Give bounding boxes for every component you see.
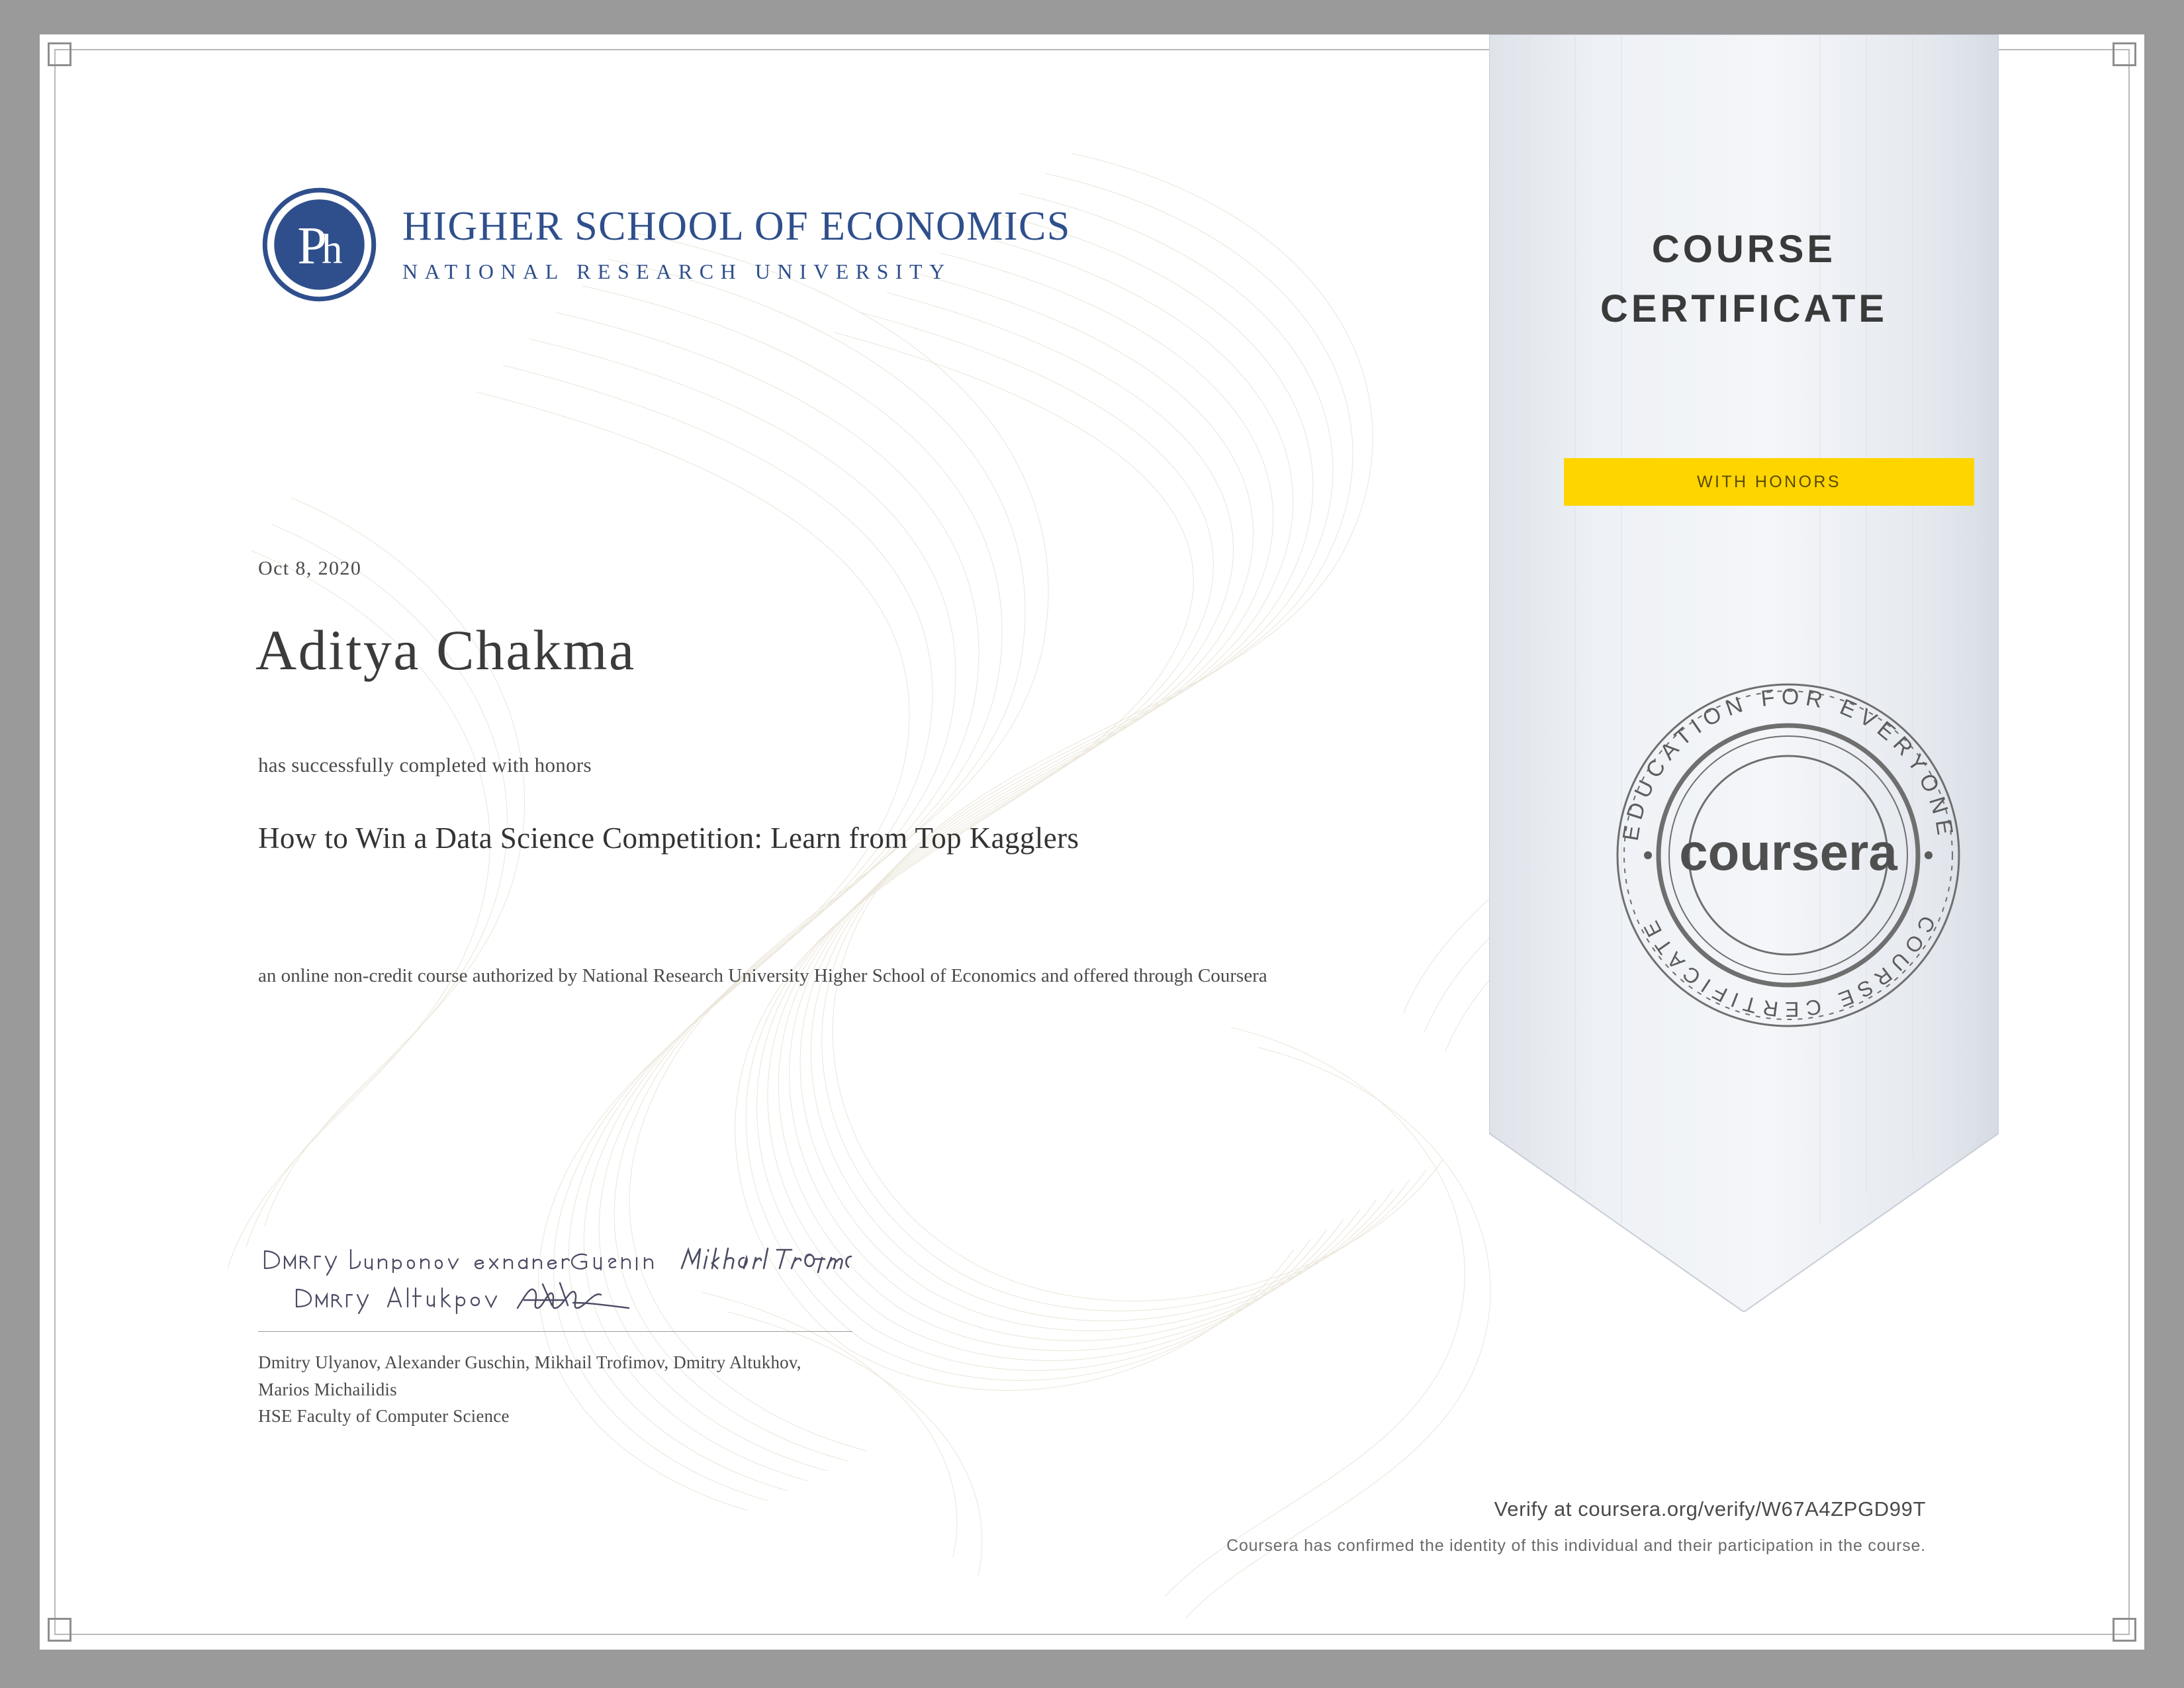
corner-mark-top-left <box>48 42 71 66</box>
corner-mark-bottom-right <box>2113 1618 2136 1642</box>
certificate-paper <box>40 34 2144 1650</box>
handwritten-signatures-icon <box>258 1239 852 1329</box>
ribbon-title-line1: COURSE <box>1651 228 1837 271</box>
institution-header <box>261 187 1071 303</box>
seal-top-text: EDUCATION FOR EVERYONE <box>1617 684 1959 843</box>
completion-statement: has successfully completed with honors <box>258 753 592 776</box>
signature-rule <box>258 1331 852 1332</box>
certificate-ribbon <box>1489 34 1999 1312</box>
ribbon-title <box>1489 220 1999 339</box>
svg-text:P: P <box>297 216 328 275</box>
seal-brand-text: coursera <box>1679 823 1897 881</box>
coursera-seal-icon <box>1590 657 1987 1054</box>
seal-bottom-text: COURSE CERTIFICATE <box>1636 912 1940 1022</box>
with-honors-badge <box>1564 458 1974 506</box>
issue-date: Oct 8, 2020 <box>258 557 362 579</box>
corner-mark-bottom-left <box>48 1618 71 1642</box>
signature-block <box>258 1239 854 1430</box>
signatory-faculty: HSE Faculty of Computer Science <box>258 1406 510 1426</box>
course-title: How to Win a Data Science Competition: Learn from Top Kagglers <box>258 821 1079 855</box>
verify-url[interactable]: Verify at coursera.org/verify/W67A4ZPGD99T <box>1494 1497 1926 1521</box>
verification-block <box>1066 1497 1926 1559</box>
corner-mark-top-right <box>2113 42 2136 66</box>
ribbon-title-line2: CERTIFICATE <box>1600 287 1888 330</box>
svg-text:EDUCATION FOR EVERYONE <box>1618 684 1958 843</box>
signatory-names: Dmitry Ulyanov, Alexander Guschin, Mikhail Trofimov, Dmitry Altukhov, Marios Michailidis <box>258 1352 801 1399</box>
institution-name: HIGHER SCHOOL OF ECONOMICS <box>402 204 1071 250</box>
authorization-statement: an online non-credit course authorized by National Research University Higher School of Economics and offered through Coursera <box>258 965 1267 986</box>
hse-logo-icon <box>261 187 377 303</box>
with-honors-label: WITH HONORS <box>1697 472 1841 491</box>
institution-subtitle: NATIONAL RESEARCH UNIVERSITY <box>402 259 952 283</box>
svg-text:h: h <box>322 226 343 273</box>
verify-note: Coursera has confirmed the identity of this individual and their participation in the course. <box>1226 1536 1926 1555</box>
recipient-name: Aditya Chakma <box>255 618 636 682</box>
